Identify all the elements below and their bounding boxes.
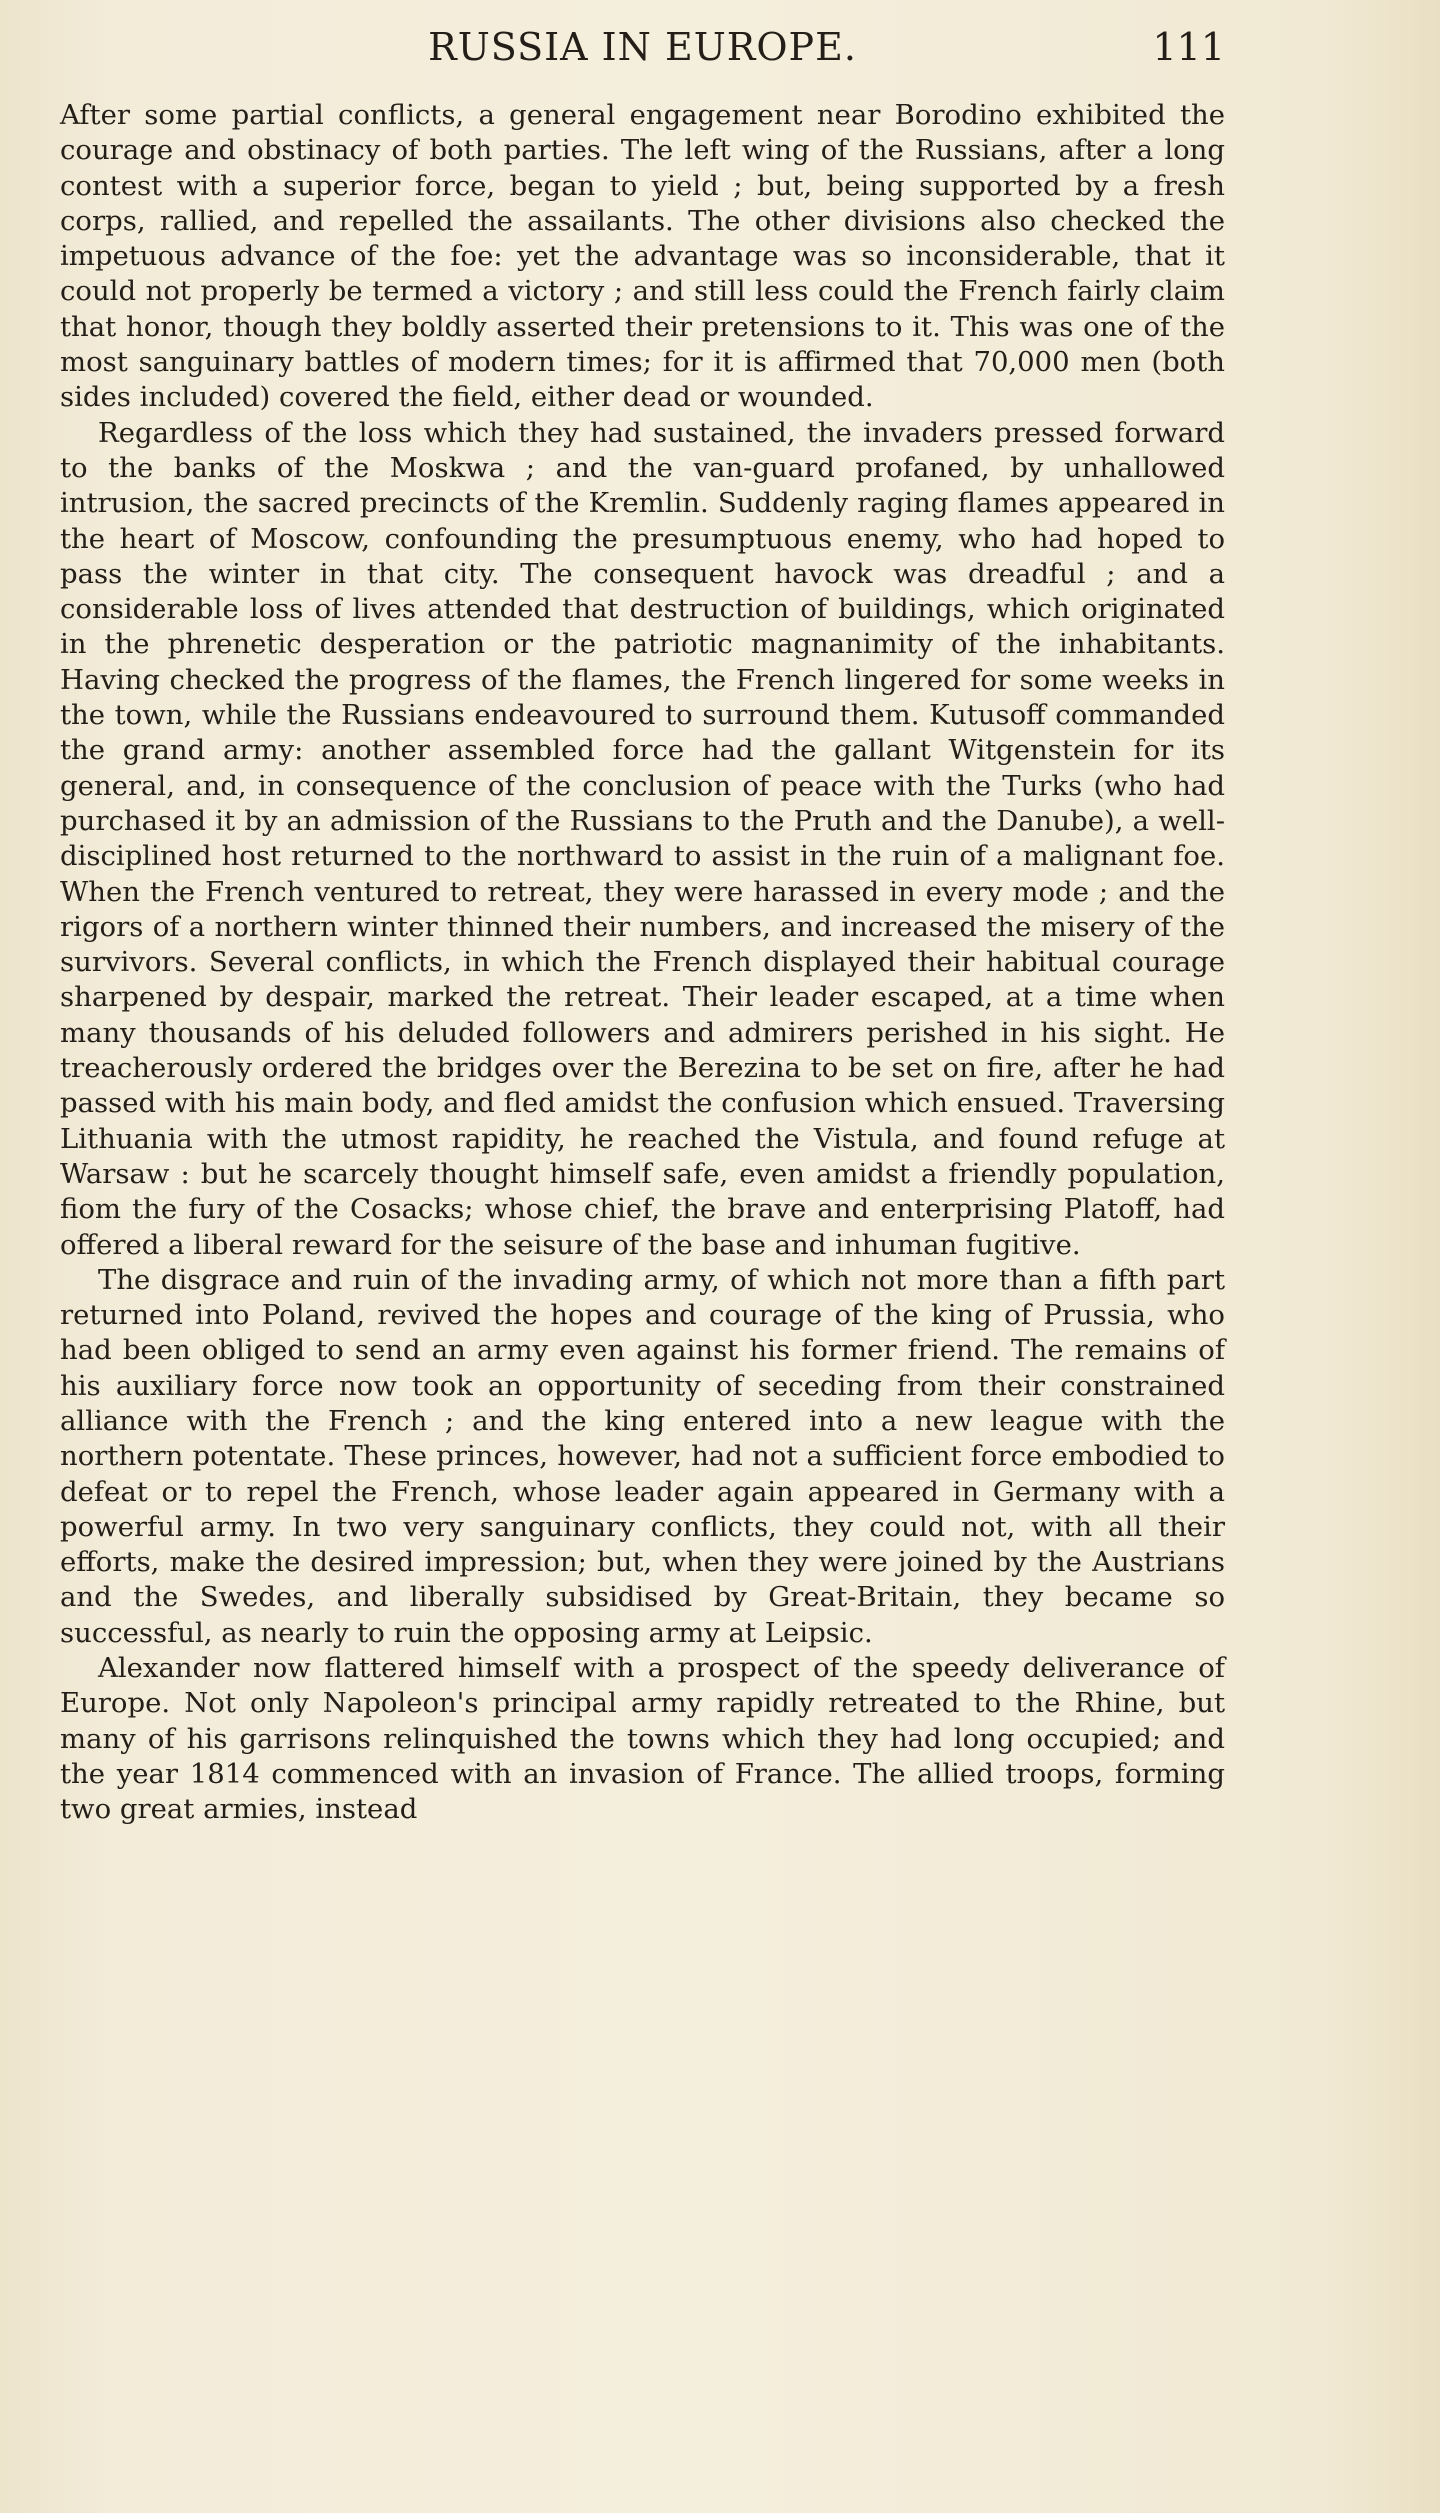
paragraph-prussia: The disgrace and ruin of the invading army, of which not more than a fifth part returned into Poland, revived the hopes and courage of the king of Prussia, who had been obliged to send an army even against his former friend. The remains of his auxiliary force now took an opportunity of seceding from their constrained alliance with the French ; and the king entered into a new league with the northern potentate. These princes, however, had not a sufficient force embodied to defeat or to repel the French, whose leader again appeared in Germany with a powerful army. In two very sanguinary conflicts, they could not, with all their efforts, make the desired impression; but, when they were joined by the Austrians and the Swedes, and liberally subsidised by Great-Britain, they became so successful, as nearly to ruin the opposing army at Leipsic.: [60, 1263, 1225, 1649]
page-number: 111: [1152, 25, 1225, 69]
running-title: RUSSIA IN EUROPE.: [428, 25, 857, 69]
paragraph-moscow: Regardless of the loss which they had sustained, the invaders pressed forward to the banks of the Moskwa ; and the van-guard profaned, by unhallowed intrusion, the sacred precincts of the Kremlin. Suddenly raging flames appeared in the heart of Moscow, confounding the presumptuous enemy, who had hoped to pass the winter in that city. The consequent havock was dreadful ; and a considerable loss of lives attended that destruction of buildings, which originated in the phrenetic desperation or the patriotic magnanimity of the inhabitants. Having checked the progress of the flames, the French lingered for some weeks in the town, while the Russians endeavoured to surround them. Kutusoff commanded the grand army: another assembled force had the gallant Witgenstein for its general, and, in consequence of the conclusion of peace with the Turks (who had purchased it by an admission of the Russians to the Pruth and the Danube), a well-disciplined host returned to the northward to assist in the ruin of a malignant foe. When the French ventured to retreat, they were harassed in every mode ; and the rigors of a northern winter thinned their numbers, and increased the misery of the survivors. Several conflicts, in which the French displayed their habitual courage sharpened by despair, marked the retreat. Their leader escaped, at a time when many thousands of his deluded followers and admirers perished in his sight. He treacherously ordered the bridges over the Berezina to be set on fire, after he had passed with his main body, and fled amidst the confusion which ensued. Traversing Lithuania with the utmost rapidity, he reached the Vistula, and found refuge at Warsaw : but he scarcely thought himself safe, even amidst a friendly population, fiom the fury of the Cosacks; whose chief, the brave and enterprising Platoff, had offered a liberal reward for the seisure of the base and inhuman fugitive.: [60, 416, 1225, 1261]
page-header: [60, 22, 1225, 72]
body-text: [60, 98, 1225, 1828]
paragraph-borodino: After some partial conflicts, a general engagement near Borodino exhibited the courage and obstinacy of both parties. The left wing of the Russians, after a long contest with a superior force, began to yield ; but, being supported by a fresh corps, rallied, and repelled the assailants. The other divisions also checked the impetuous advance of the foe: yet the advantage was so inconsiderable, that it could not properly be termed a victory ; and still less could the French fairly claim that honor, though they boldly asserted their pretensions to it. This was one of the most sanguinary battles of modern times; for it is affirmed that 70,000 men (both sides included) covered the field, either dead or wounded.: [60, 99, 1225, 414]
paragraph-alexander: Alexander now flattered himself with a prospect of the speedy deliverance of Europe. Not only Napoleon's principal army rapidly retreated to the Rhine, but many of his garrisons relinquished the towns which they had long occupied; and the year 1814 commenced with an invasion of France. The allied troops, forming two great armies, instead: [60, 1652, 1225, 1826]
